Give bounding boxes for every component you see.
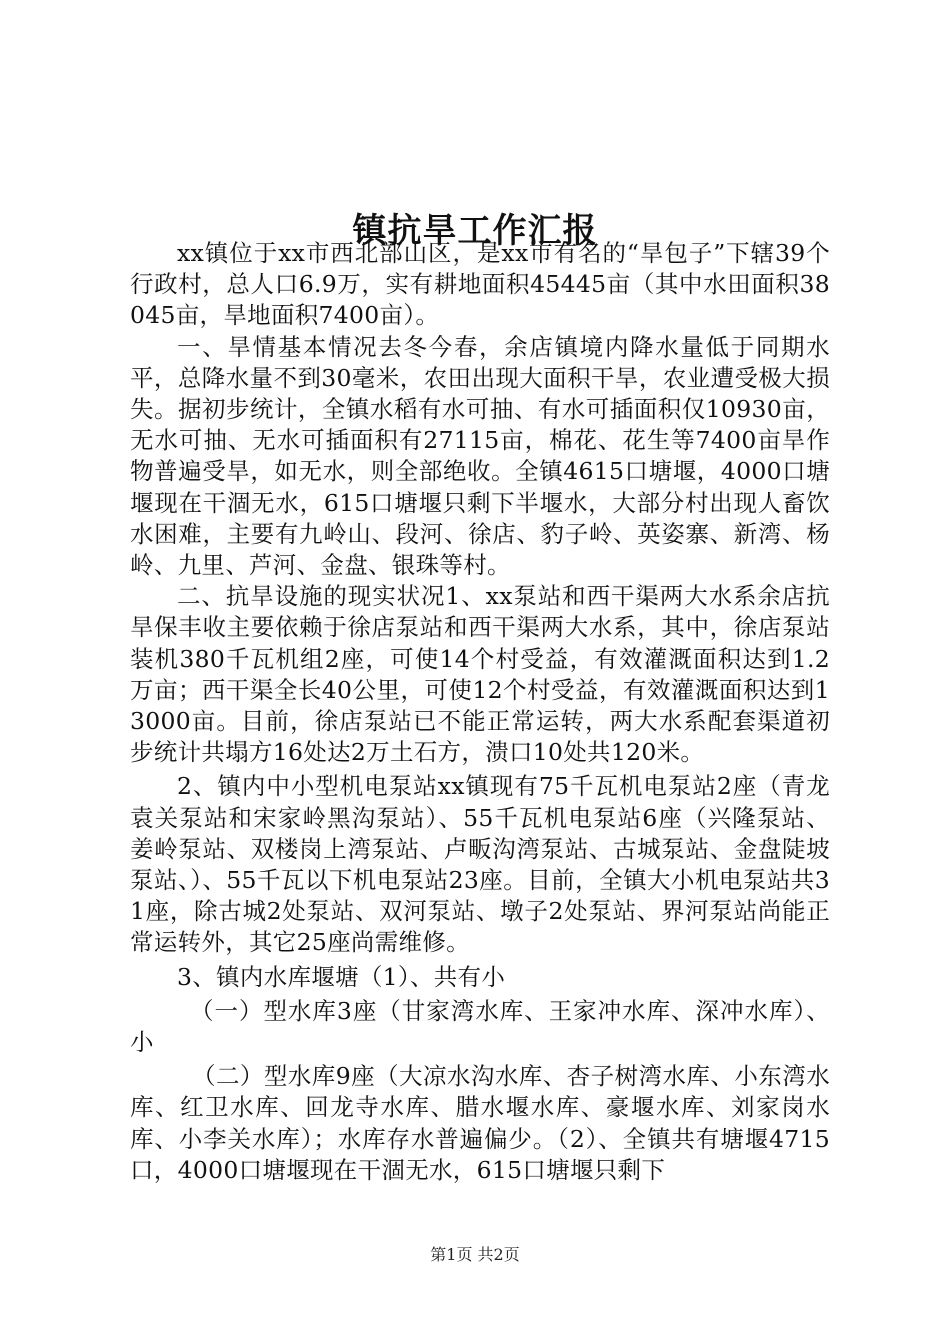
paragraph-intro: xx镇位于xx市西北部山区，是xx市有名的“旱包子”下辖39个行政村，总人口6.9万，实有耕地面积45445亩（其中水田面积38045亩，旱地面积7400亩）。 [130, 239, 830, 330]
paragraph-reservoir-type-one: （一）型水库3座（甘家湾水库、王家冲水库、深冲水库）、小 [130, 996, 830, 1057]
paragraph-reservoir-type-two: （二）型水库9座（大凉水沟水库、杏子树湾水库、小东湾水库、红卫水库、回龙寺水库、腊水堰水库、豪堰水库、刘家岗水库、小李关水库）；水库存水普遍偏少。（2）、全镇共有塘堰4715口，4000口塘堰现在干涸无水，615口塘堰只剩下 [130, 1062, 830, 1184]
paragraph-pump-stations: 2、镇内中小型机电泵站xx镇现有75千瓦机电泵站2座（青龙袁关泵站和宋家岭黑沟泵站）、55千瓦机电泵站6座（兴隆泵站、姜岭泵站、双楼岗上湾泵站、卢畈沟湾泵站、古城泵站、金盘陡坡泵站、）、55千瓦以下机电泵站23座。目前，全镇大小机电泵站共31座，除古城2处泵站、双河泵站、墩子2处泵站、界河泵站尚能正常运转外，其它25座尚需维修。 [130, 772, 830, 957]
page-footer: 第1页 共2页 [430, 1245, 520, 1264]
paragraph-facilities-status: 二、抗旱设施的现实状况1、xx泵站和西干渠两大水系余店抗旱保丰收主要依赖于徐店泵站和西干渠两大水系，其中，徐店泵站装机380千瓦机组2座，可使14个村受益，有效灌溉面积达到1.2万亩；西干渠全长40公里，可使12个村受益，有效灌溉面积达到13000亩。目前，徐店泵站已不能正常运转，两大水系配套渠道初步统计共塌方16处达2万土石方，溃口10处共120米。 [130, 582, 830, 767]
document-body [130, 238, 830, 1186]
paragraph-reservoirs: 3、镇内水库堰塘（1）、共有小 [177, 962, 506, 991]
document-title: 镇抗旱工作汇报 [352, 210, 598, 251]
paragraph-drought-situation: 一、旱情基本情况去冬今春，余店镇境内降水量低于同期水平，总降水量不到30毫米，农田出现大面积干旱，农业遭受极大损失。据初步统计，全镇水稻有水可抽、有水可插面积仅10930亩，无水可抽、无水可插面积有27115亩，棉花、花生等7400亩旱作物普遍受旱，如无水，则全部绝收。全镇4615口塘堰，4000口塘堰现在干涸无水，615口塘堰只剩下半堰水，大部分村出现人畜饮水困难，主要有九岭山、段河、徐店、豹子岭、英姿寨、新湾、杨岭、九里、芦河、金盘、银珠等村。 [130, 332, 830, 580]
